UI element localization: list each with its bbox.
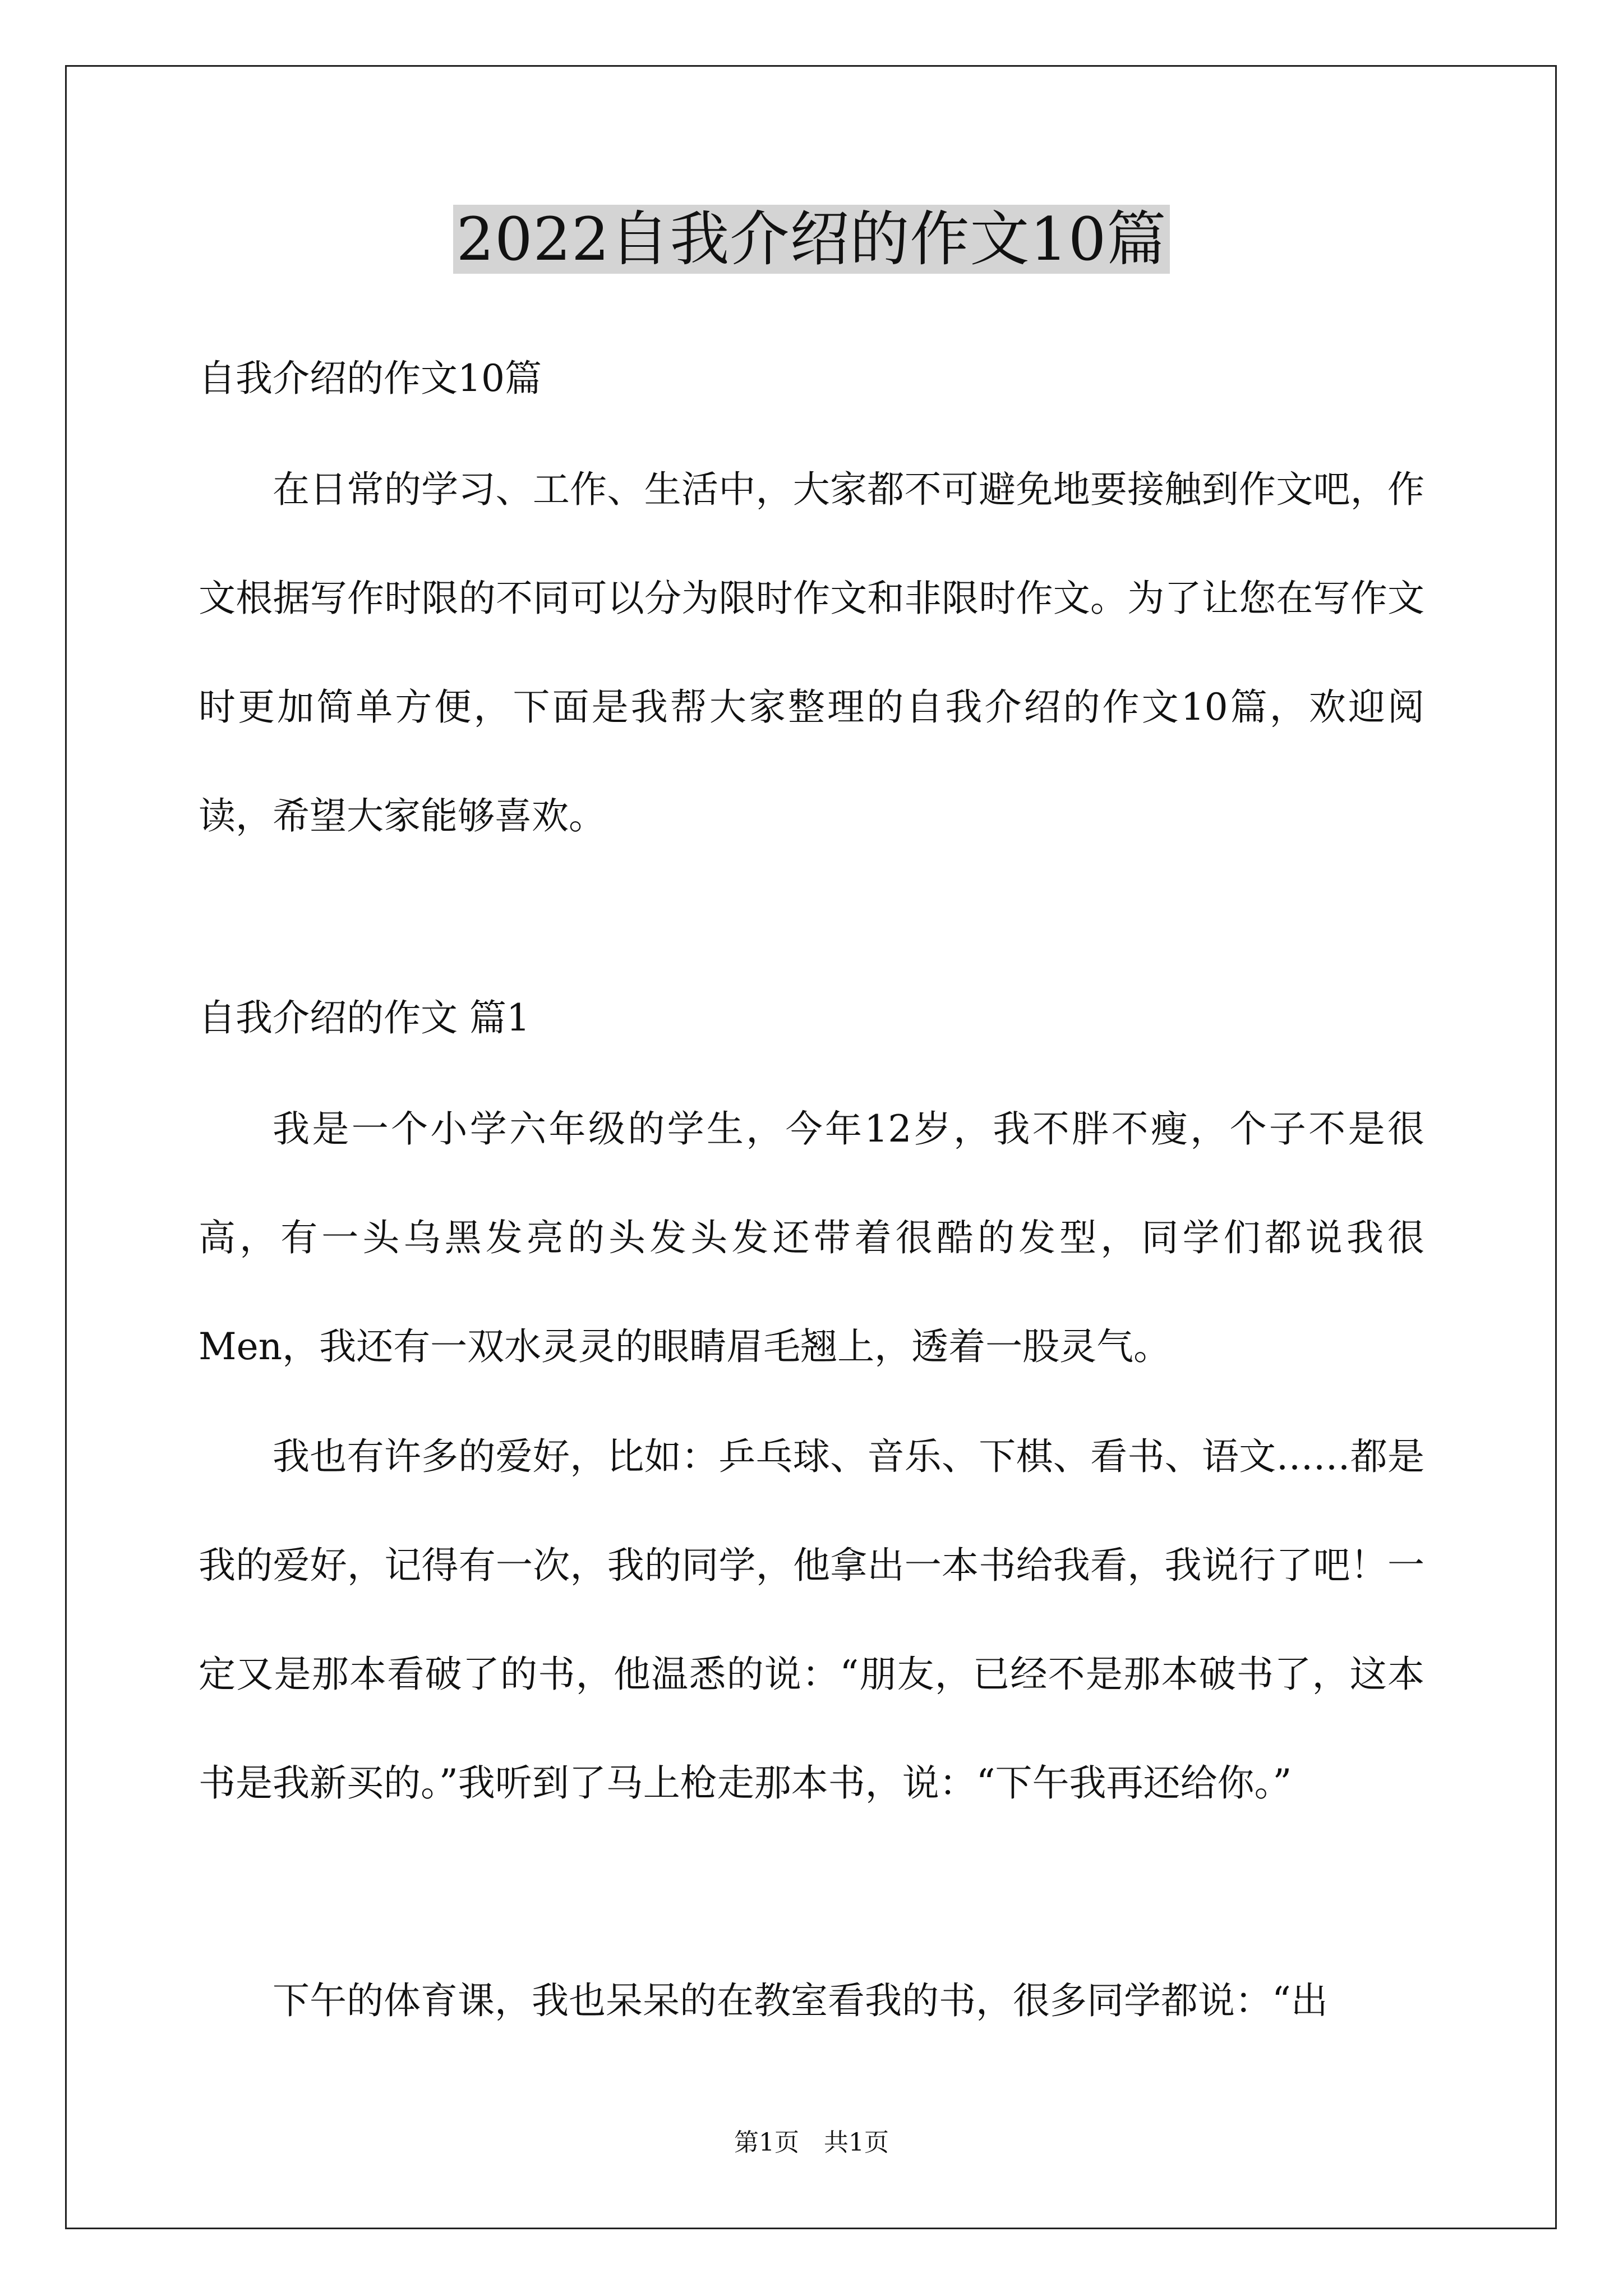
section-heading: 自我介绍的作文 篇1 (199, 996, 530, 1039)
document-title (0, 197, 1623, 282)
body-paragraph-3: 下午的体育课，我也呆呆的在教室看我的书，很多同学都说：“出 (273, 1979, 1328, 2022)
page-footer: 第1页 共1页 (734, 2128, 889, 2157)
body-paragraph-2: 我也有许多的爱好，比如：乒乓球、音乐、下棋、看书、语文……都是我的爱好，记得有一次，我的同学，他拿出一本书给我看，我说行了吧！一定又是那本看破了的书，他温悉的说：“朋友，已经不是那本破书了，这本书是我新买的。”我听到了马上枪走那本书，说：“下午我再还给你。” (199, 1435, 1424, 1805)
intro-heading: 自我介绍的作文10篇 (199, 357, 542, 400)
document-title-text: 2022自我介绍的作文10篇 (453, 205, 1170, 274)
body-paragraph-1: 我是一个小学六年级的学生，今年12岁，我不胖不瘦，个子不是很高，有一头乌黑发亮的头发头发还带着很酷的发型，同学们都说我很Men，我还有一双水灵灵的眼睛眉毛翘上，透着一股灵气。 (199, 1107, 1424, 1368)
intro-paragraph: 在日常的学习、工作、生活中，大家都不可避免地要接触到作文吧，作文根据写作时限的不同可以分为限时作文和非限时作文。为了让您在写作文时更加简单方便，下面是我帮大家整理的自我介绍的作文10篇，欢迎阅读，希望大家能够喜欢。 (199, 468, 1424, 838)
